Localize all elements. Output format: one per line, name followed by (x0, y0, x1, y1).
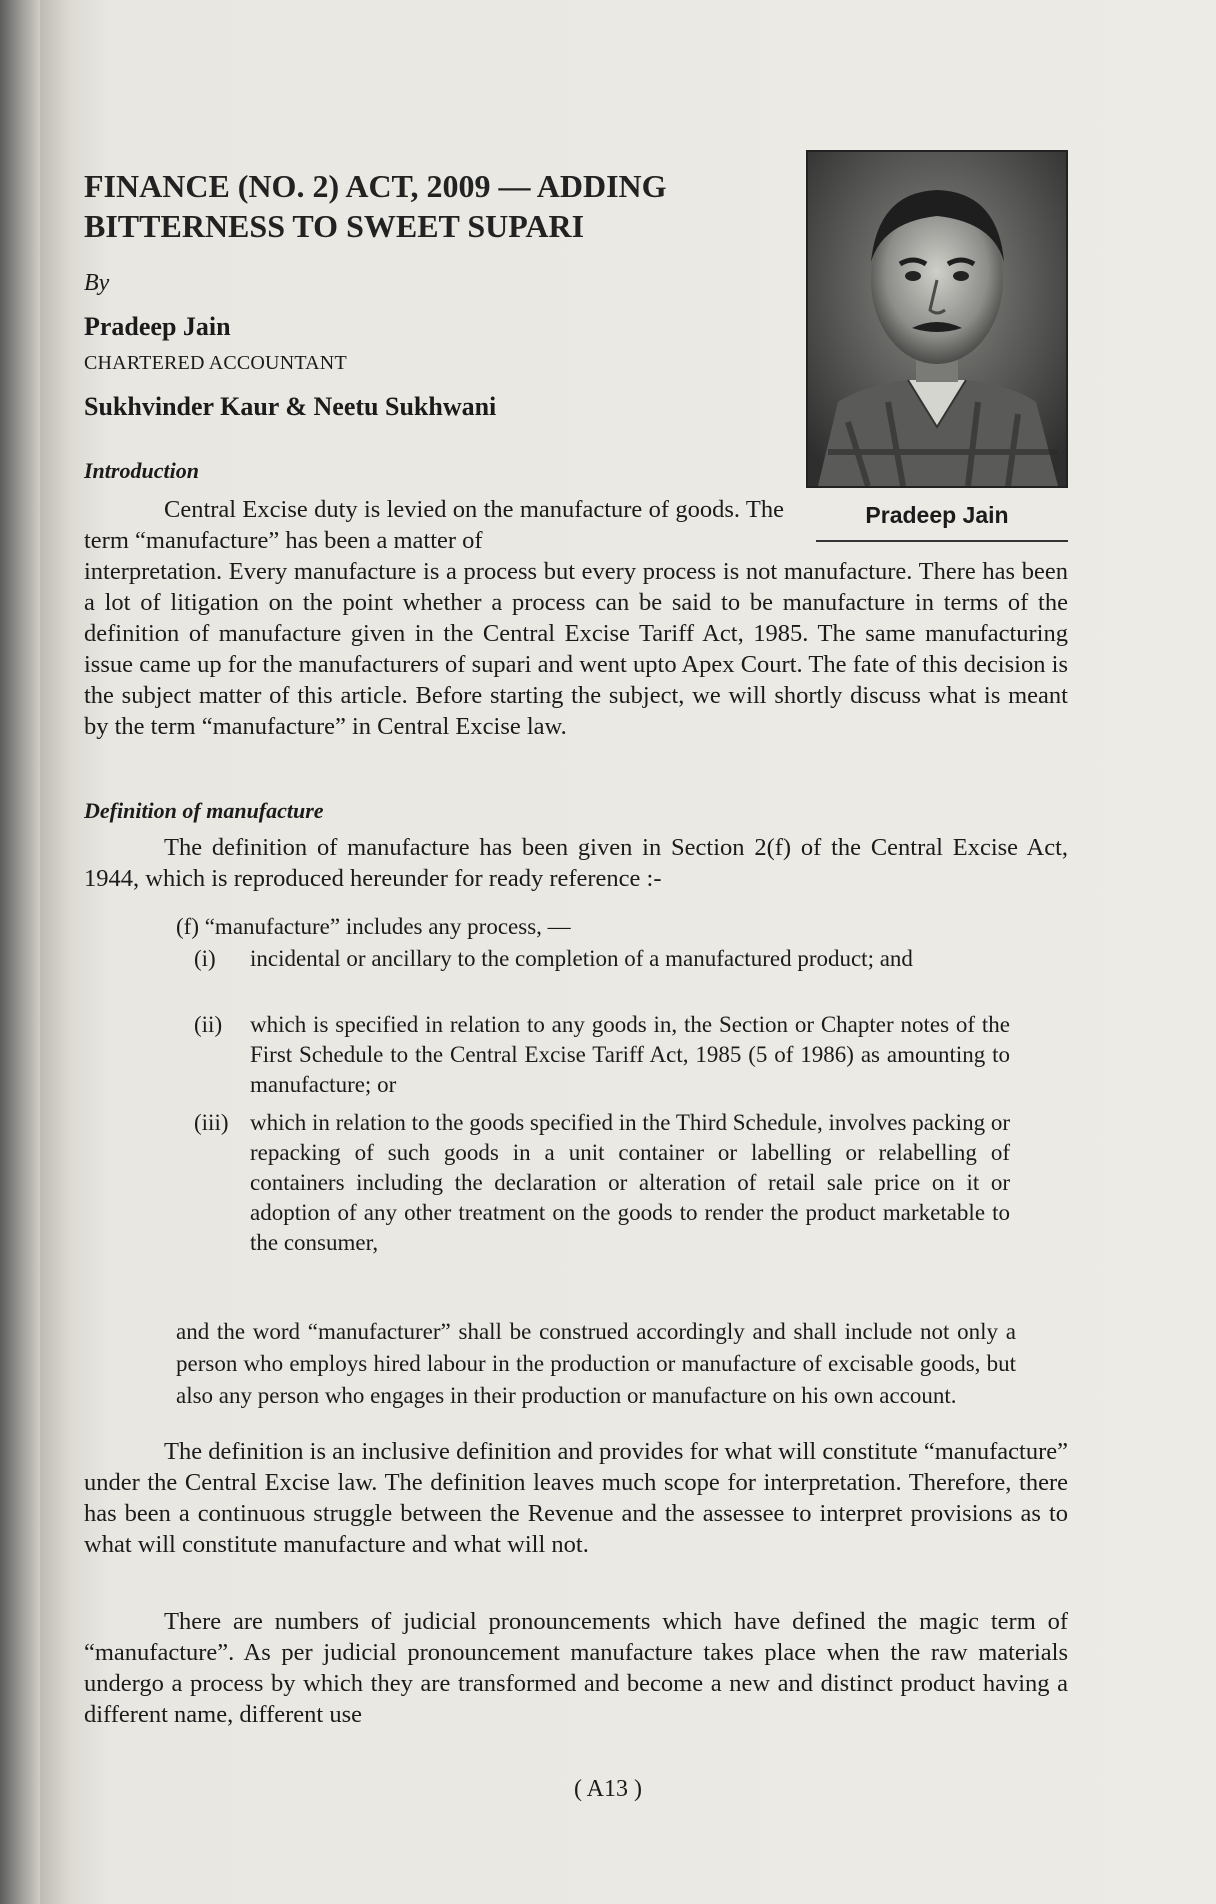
author-primary: Pradeep Jain (84, 312, 231, 341)
section-heading-definition: Definition of manufacture (84, 798, 324, 823)
author-secondary: Sukhvinder Kaur & Neetu Sukhwani (84, 392, 497, 421)
photo-caption: Pradeep Jain (865, 502, 1009, 528)
caption-rule (816, 540, 1068, 542)
statute-quote-tail: and the word “manufacturer” shall be construed accordingly and shall include not only a person who employs hired labour in the production or manufacture of excisable goods, but also any person who engages in their production or manufacture on his own account. (176, 1319, 1016, 1408)
author-photo (806, 150, 1068, 488)
statute-item-number: (i) (194, 946, 216, 971)
statute-item (194, 1108, 1010, 1258)
statute-quote-lead: (f) “manufacture” includes any process, — (176, 914, 571, 939)
statute-item-text: which in relation to the goods specified in the Third Schedule, involves packing or repacking of such goods in a unit container or labelling or relabelling of containers including the declaration or alteration of retail sale price on it or adoption of any other treatment on the goods to render the product marketable to the consumer, (250, 1110, 1010, 1255)
author-designation: CHARTERED ACCOUNTANT (84, 352, 347, 374)
statute-item-text: incidental or ancillary to the completion of a manufactured product; and (250, 946, 913, 971)
statute-item (194, 944, 1010, 974)
portrait-image (808, 152, 1066, 486)
statute-item-text: which is specified in relation to any goods in, the Section or Chapter notes of the First Schedule to the Central Excise Tariff Act, 1985 (5 of 1986) as amounting to manufacture; or (250, 1012, 1010, 1097)
book-spine (0, 0, 40, 1904)
judicial-paragraph: There are numbers of judicial pronouncements which have defined the magic term of “manufacture”. As per judicial pronouncement manufacture takes place when the raw materials undergo a process by which they are transformed and become a new and distinct product having a different name, different use (84, 1608, 1068, 1728)
section-heading-introduction: Introduction (84, 458, 199, 483)
statute-item-number: (iii) (194, 1110, 229, 1135)
page-number: ( A13 ) (574, 1776, 642, 1802)
conclusion-paragraph: The definition is an inclusive definition and provides for what will constitute “manufacture” under the Central Excise law. The definition leaves much scope for interpretation. Therefore, there has been a continuous struggle between the Revenue and the assessee to interpret provisions as to what will constitute manufacture and what will not. (84, 1438, 1068, 1558)
article-title: FINANCE (NO. 2) ACT, 2009 — ADDING BITTERNESS TO SWEET SUPARI (84, 168, 667, 244)
statute-item-number: (ii) (194, 1012, 223, 1037)
statute-item (194, 1010, 1010, 1100)
definition-paragraph: The definition of manufacture has been given in Section 2(f) of the Central Excise Act, 1944, which is reproduced hereunder for ready reference :- (84, 834, 1068, 892)
byline-by: By (84, 270, 110, 296)
intro-paragraph-part-2: interpretation. Every manufacture is a process but every process is not manufacture. There has been a lot of litigation on the point whether a process can be said to be manufacture in terms of the definition of manufacture given in the Central Excise Tariff Act, 1985. The same manufacturing issue came up for the manufacturers of supari and went upto Apex Court. The fate of this decision is the subject matter of this article. Before starting the subject, we will shortly discuss what is meant by the term “manufacture” in Central Excise law. (84, 558, 1068, 740)
intro-paragraph-part-1: Central Excise duty is levied on the manufacture of goods. The term “manufacture” has been a matter of (84, 496, 784, 554)
